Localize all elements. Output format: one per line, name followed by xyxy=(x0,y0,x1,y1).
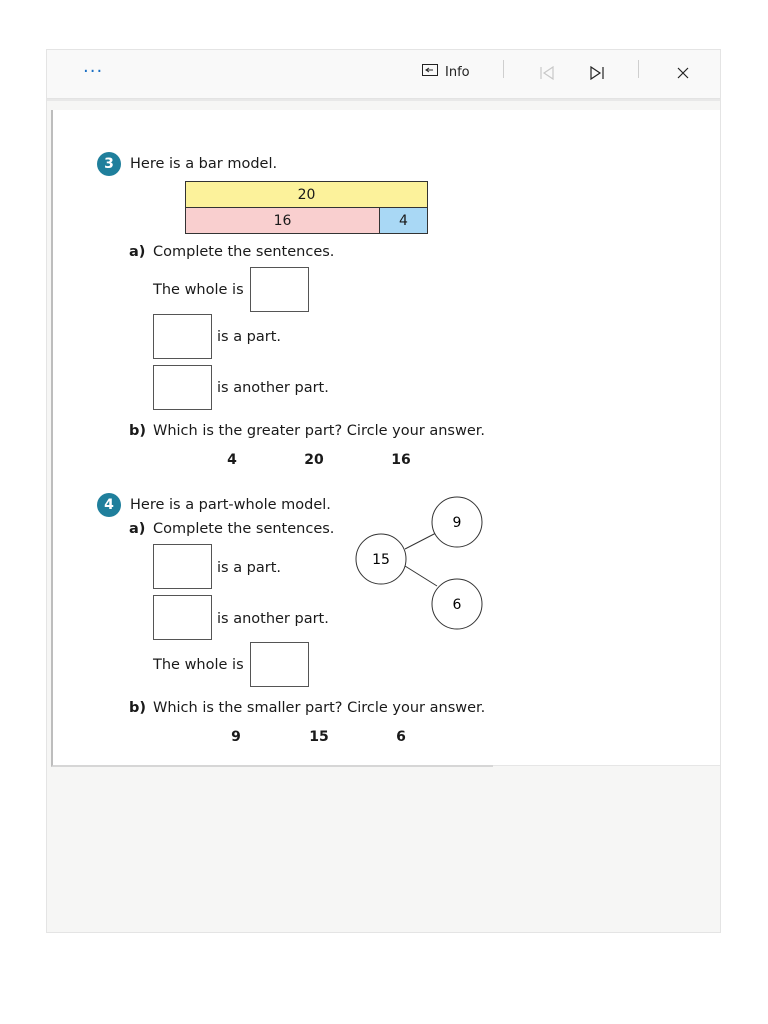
connector-line xyxy=(405,566,437,586)
question-3b-text: Which is the greater part? Circle your answer. xyxy=(153,423,485,439)
page-margin xyxy=(493,110,720,766)
choice-option[interactable]: 20 xyxy=(304,452,324,468)
bar-whole-value: 20 xyxy=(297,186,316,203)
question-4-intro: Here is a part-whole model. xyxy=(130,497,331,513)
toolbar-divider xyxy=(47,99,720,101)
question-3a-label: a) xyxy=(129,244,146,260)
answer-box-part[interactable] xyxy=(153,314,212,359)
part-top-value: 9 xyxy=(452,515,462,531)
last-page-button[interactable] xyxy=(586,62,608,84)
more-options-button[interactable]: ··· xyxy=(83,61,104,82)
bar-whole xyxy=(185,181,428,208)
answer-box-whole[interactable] xyxy=(250,267,309,312)
bar-part-b xyxy=(379,207,428,234)
document-viewer xyxy=(46,49,721,933)
question-4b-label: b) xyxy=(129,700,147,716)
skip-forward-icon xyxy=(589,66,605,80)
toolbar-separator xyxy=(503,60,504,78)
choice-option[interactable]: 6 xyxy=(396,729,406,745)
choice-option[interactable]: 16 xyxy=(391,452,411,468)
question-3a-text: Complete the sentences. xyxy=(153,244,335,260)
viewer-toolbar xyxy=(47,50,720,99)
answer-box-whole[interactable] xyxy=(250,642,309,687)
question-4a-label: a) xyxy=(129,521,146,537)
answer-box-another-part[interactable] xyxy=(153,595,212,640)
toolbar-separator xyxy=(638,60,639,78)
part-whole-model xyxy=(353,490,493,640)
skip-back-icon xyxy=(539,66,555,80)
question-number-badge: 4 xyxy=(97,493,121,517)
whole-is-text: The whole is xyxy=(153,657,244,673)
whole-value: 15 xyxy=(372,552,390,568)
bar-part-a-value: 16 xyxy=(273,212,292,229)
first-page-button[interactable] xyxy=(536,62,558,84)
question-3b-label: b) xyxy=(129,423,147,439)
question-3-intro: Here is a bar model. xyxy=(130,156,278,172)
question-number-badge: 3 xyxy=(97,152,121,176)
part-bottom-value: 6 xyxy=(452,597,462,613)
choice-option[interactable]: 4 xyxy=(227,452,237,468)
answer-box-part[interactable] xyxy=(153,544,212,589)
worksheet-page xyxy=(51,110,493,767)
choice-option[interactable]: 9 xyxy=(231,729,241,745)
choice-option[interactable]: 15 xyxy=(309,729,329,745)
info-button[interactable] xyxy=(422,64,470,80)
close-button[interactable] xyxy=(672,62,694,84)
answer-box-another-part[interactable] xyxy=(153,365,212,410)
is-another-part-text: is another part. xyxy=(217,380,329,396)
whole-is-text: The whole is xyxy=(153,282,244,298)
info-panel-icon xyxy=(422,64,438,80)
question-4b-text: Which is the smaller part? Circle your answer. xyxy=(153,700,486,716)
connector-line xyxy=(405,533,436,549)
is-a-part-text: is a part. xyxy=(217,560,282,576)
question-4a-text: Complete the sentences. xyxy=(153,521,335,537)
bar-part-a xyxy=(185,207,380,234)
info-label: Info xyxy=(445,64,470,80)
is-a-part-text: is a part. xyxy=(217,329,282,345)
bar-part-b-value: 4 xyxy=(399,212,408,229)
close-icon xyxy=(676,66,690,80)
is-another-part-text: is another part. xyxy=(217,611,329,627)
